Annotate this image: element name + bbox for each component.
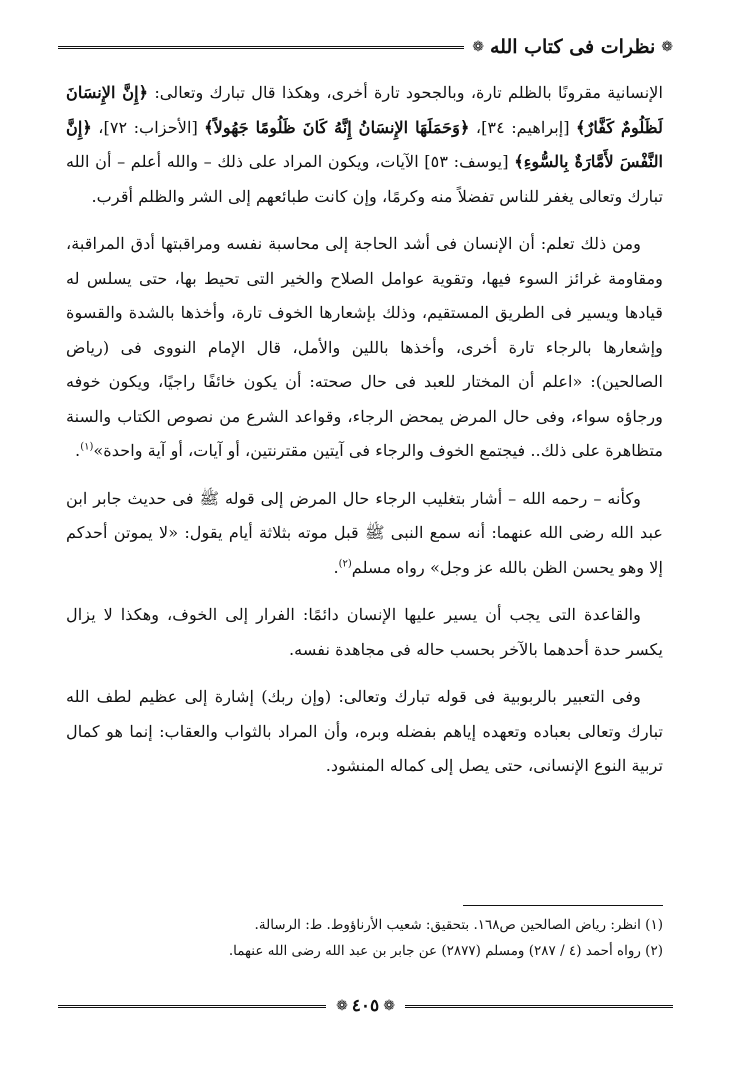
page-body — [66, 76, 663, 797]
footer-rule-left — [58, 1005, 326, 1008]
paragraph-3 — [66, 482, 663, 586]
floral-ornament-icon: ❁ — [661, 39, 673, 55]
header-rule — [58, 46, 464, 49]
footnote-1: (١) انظر: رياض الصالحين ص١٦٨. بتحقيق: شعيب الأرناؤوط. ط: الرسالة. — [254, 917, 663, 933]
text-run: ومن ذلك تعلم: أن الإنسان فى أشد الحاجة إلى محاسبة نفسه ومراقبتها أدق المراقبة، ومقاومة غرائز السوء فيها، وتقوية عوامل الصلاح والخير التى تحيط بها، حتى يسلس له قيادها ويسير فى الطريق المستقيم، وذلك بإشعارها الخوف تارة، وأخذها بالشدة والقسوة وإشعارها بالرجاء تارة أخرى، وأخذها باللين والأمل، قال الإمام النووى فى (رياض الصالحين): «اعلم أن المختار للعبد فى حال صحته: أن يكون خائفًا راجيًا، ويكون خوفه ورجاؤه سواء، وفى حال المرض يمحض الرجاء، وقواعد الشرع من نصوص الكتاب والسنة متظاهرة على ذلك.. فيجتمع الخوف والرجاء فى آيتين مقترنتين، أو آيات، أو آية واحدة» — [66, 234, 663, 460]
paragraph-2 — [66, 227, 663, 469]
text-run: وكأنه – رحمه الله – أشار بتغليب الرجاء حال المرض إلى قوله ﷺ فى حديث جابر ابن عبد الله رضى الله عنهما: أنه سمع النبى ﷺ قبل موته بثلاثة أيام يقول: «لا يموتن أحدكم إلا وهو يحسن الظن بالله عز وجل» رواه مسلم — [66, 488, 663, 577]
quran-quote: ﴿وَحَمَلَهَا الإِنسَانُ إِنَّهُ كَانَ ظَلُومًا جَهُولاً﴾ — [204, 117, 470, 137]
footnote-separator — [463, 905, 663, 906]
footnote-ref: (٢) — [338, 558, 352, 570]
text-run: . — [75, 441, 81, 460]
floral-ornament-icon: ❁ — [383, 998, 395, 1014]
footnote-ref: (١) — [80, 441, 94, 453]
header-title-wrap — [464, 36, 673, 58]
footer-rule-right — [405, 1005, 673, 1008]
page-footer — [58, 996, 673, 1016]
floral-ornament-icon: ❁ — [336, 998, 348, 1014]
footnote-2: (٢) رواه أحمد (٤ / ٢٨٧) ومسلم (٢٨٧٧) عن جابر بن عبد الله رضى الله عنهما. — [228, 943, 663, 959]
running-title: نظرات فى كتاب الله — [489, 36, 656, 58]
text-run: الإنسانية مقرونًا بالظلم تارة، وبالجحود تارة أخرى، وهكذا قال تبارك وتعالى: — [148, 83, 663, 102]
text-run: [يوسف: ٥٣] الآيات، ويكون المراد على ذلك – والله أعلم – أن الله تبارك وتعالى يغفر للناس تفضلاً منه وكرمًا، وإن كانت طبائعهم إلى الشر والظلم أقرب. — [66, 152, 663, 206]
running-header — [58, 32, 673, 62]
page-number: ٤٠٥ — [351, 996, 380, 1016]
floral-ornament-icon: ❁ — [472, 39, 484, 55]
text-run: . — [333, 557, 339, 577]
footnotes — [66, 912, 663, 964]
page-number-wrap — [326, 996, 405, 1016]
paragraph-5 — [66, 680, 663, 784]
text-run: وفى التعبير بالربوبية فى قوله تبارك وتعالى: (وإن ربك) إشارة إلى عظيم لطف الله تبارك وتعالى بعباده وتعهده إياهم بفضله وبره، وأن المراد بالثواب والعقاب: إنما هو كمال تربية النوع الإنسانى، حتى يصل إلى كماله المنشود. — [66, 687, 663, 775]
quran-quote: ﴿إِنَّ الإِنسَانَ لَظَلُومٌ كَفَّارٌ﴾ — [66, 83, 663, 137]
quran-quote: ﴿إِنَّ النَّفْسَ لأَمَّارَةٌ بِالسُّوءِ﴾ — [66, 117, 664, 171]
paragraph-4 — [66, 598, 663, 667]
text-run: [إبراهيم: ٣٤]، — [469, 117, 577, 137]
paragraph-1 — [66, 76, 663, 214]
text-run: [الأحزاب: ٧٢]، — [91, 117, 205, 137]
text-run: والقاعدة التى يجب أن يسير عليها الإنسان دائمًا: الفرار إلى الخوف، وهكذا لا يزال يكسر حدة أحدهما بالآخر بحسب حاله فى مجاهدة نفسه. — [66, 605, 663, 659]
